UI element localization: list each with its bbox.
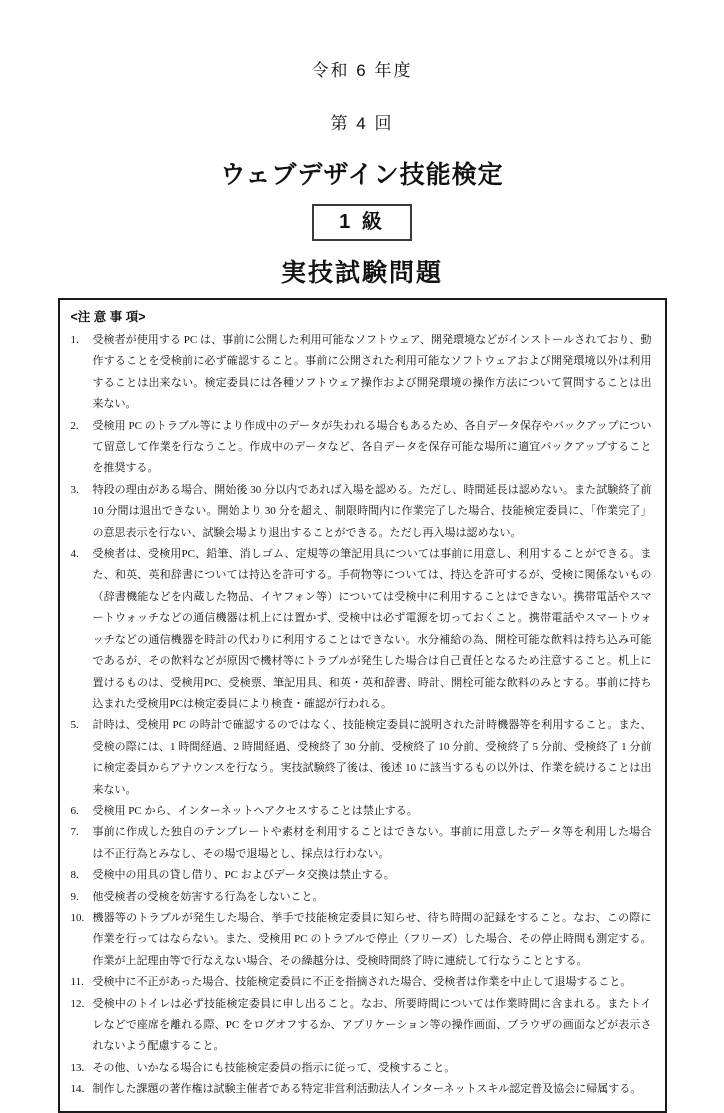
note-number: 7. <box>70 826 79 839</box>
note-text: 制作した課題の著作権は試験主催者である特定非営利活動法人インターネットスキル認定普及協会に帰属する。 <box>92 1083 642 1096</box>
note-text: 受検中の用具の貸し借り、PC およびデータ交換は禁止する。 <box>92 869 395 882</box>
note-item-5 <box>71 715 652 801</box>
note-number: 1. <box>70 334 79 346</box>
note-item-12 <box>71 994 652 1058</box>
note-number: 10. <box>70 911 85 924</box>
note-item-13 <box>71 1058 652 1079</box>
note-number: 8. <box>70 869 79 882</box>
note-item-1 <box>71 330 652 416</box>
grade-badge: 1 級 <box>312 204 412 241</box>
title-exam-name: ウェブデザイン技能検定 <box>220 161 504 189</box>
notes-box <box>58 298 667 1113</box>
note-text: 機器等のトラブルが発生した場合、挙手で技能検定委員に知らせ、待ち時間の記録をすること。なお、この際に作業を行ってはならない。また、受検用 PC のトラブルで停止（フリーズ）した場合、その停止時間も測定する。作業が上記理由等で行なえない場合、その繰越分は、受検時間終了時に連続して行なうこととする。 <box>92 911 652 967</box>
note-text: 受検者が使用する PC は、事前に公開した利用可能なソフトウェア、開発環境などがインストールされており、動作することを受検前に必ず確認すること。事前に公開された利用可能なソフトウェアおよび開発環境以外は利用することは出来ない。検定委員には各種ソフトウェア操作および開発環境の操作方法について質問することは出来ない。 <box>92 334 652 411</box>
note-text: 他受検者の受検を妨害する行為をしないこと。 <box>92 890 324 903</box>
note-number: 5. <box>70 719 79 732</box>
grade-badge-row <box>0 204 724 241</box>
notes-header: <注 意 事 項> <box>70 310 146 324</box>
note-text: 受検者は、受検用PC、鉛筆、消しゴム、定規等の筆記用具については事前に用意し、利用することができる。また、和英、英和辞書については持込を許可する。手荷物等については、持込を許可するが、受検に関係ないもの（辞書機能などを内蔵した物品、イヤフォン等）については受検中に利用することはできない。携帯電話やスマートウォッチなどの通信機器は机上には置かず、受検中は必ず電源を切っておくこと。携帯電話やスマートウォッチなどの通信機器を時計の代わりに利用することはできない。水分補給の為、開栓可能な飲料は持ち込み可能であるが、その飲料などが原因で機材等にトラブルが発生した場合は自己責任となるため注意すること。机上に置けるものは、受検用PC、受検票、筆記用具、和英・英和辞書、時計、開栓可能な飲料のみとする。事前に持ち込まれた受検用PCは検定委員により検査・確認が行われる。 <box>92 548 652 710</box>
note-number: 14. <box>70 1083 85 1096</box>
note-item-2 <box>71 416 652 480</box>
note-item-4 <box>71 544 652 715</box>
note-text: 受検用 PC から、インターネットへアクセスすることは禁止する。 <box>92 804 418 817</box>
note-text: 計時は、受検用 PC の時計で確認するのではなく、技能検定委員に説明された計時機器等を利用すること。また、受検の際には、1 時間経過、2 時間経過、受検終了 30 分前、受検終了 10 分前、受検終了 5 分前、受検終了 1 分前に検定委員からアナウンスを行なう。実技試験終了後は、後述 10 に該当するもの以外は、作業を続けることは出来ない。 <box>92 719 652 796</box>
note-text: 事前に作成した独自のテンプレートや素材を利用することはできない。事前に用意したデータ等を利用した場合は不正行為とみなし、その場で退場とし、採点は行わない。 <box>92 826 652 860</box>
note-text: 特段の理由がある場合、開始後 30 分以内であれば入場を認める。ただし、時間延長は認めない。また試験終了前 10 分間は退出できない。開始より 30 分を超え、制限時間内に作業完了した場合、技能検定委員に、「作業完了」の意思表示を行ない、試験会場より退出することができる。ただし再入場は認めない。 <box>92 483 652 539</box>
note-number: 13. <box>70 1061 85 1074</box>
note-number: 4. <box>70 548 79 561</box>
note-item-14 <box>71 1079 652 1100</box>
note-text: その他、いかなる場合にも技能検定委員の指示に従って、受検すること。 <box>92 1061 456 1074</box>
note-number: 12. <box>70 997 85 1010</box>
note-number: 2. <box>70 419 79 432</box>
note-number: 6. <box>70 804 79 817</box>
note-item-10 <box>71 908 652 972</box>
note-item-6 <box>71 801 652 822</box>
title-block <box>0 0 724 289</box>
note-item-8 <box>71 865 652 886</box>
note-item-9 <box>71 887 652 908</box>
note-text: 受検用 PC のトラブル等により作成中のデータが失われる場合もあるため、各自データ保存やバックアップについて留意して作業を行なうこと。作成中のデータなど、各自データを保存可能な場所に適宜バックアップすることを推奨する。 <box>92 419 652 475</box>
title-subtitle: 実技試験問題 <box>280 259 443 287</box>
note-number: 11. <box>70 976 84 989</box>
note-item-11 <box>71 972 652 993</box>
title-session: 第 4 回 <box>330 114 394 133</box>
title-year: 令和 6 年度 <box>311 61 413 80</box>
note-text: 受検中のトイレは必ず技能検定委員に申し出ること。なお、所要時間については作業時間に含まれる。またトイレなどで座席を離れる際、PC をログオフするか、アプリケーション等の操作画面、ブラウザの画面などが表示されないよう配慮すること。 <box>92 997 652 1053</box>
note-text: 受検中に不正があった場合、技能検定委員に不正を指摘された場合、受検者は作業を中止して退場すること。 <box>92 976 632 989</box>
note-item-3 <box>71 480 652 544</box>
note-number: 9. <box>70 890 79 903</box>
note-item-7 <box>71 822 652 865</box>
note-number: 3. <box>70 483 79 496</box>
